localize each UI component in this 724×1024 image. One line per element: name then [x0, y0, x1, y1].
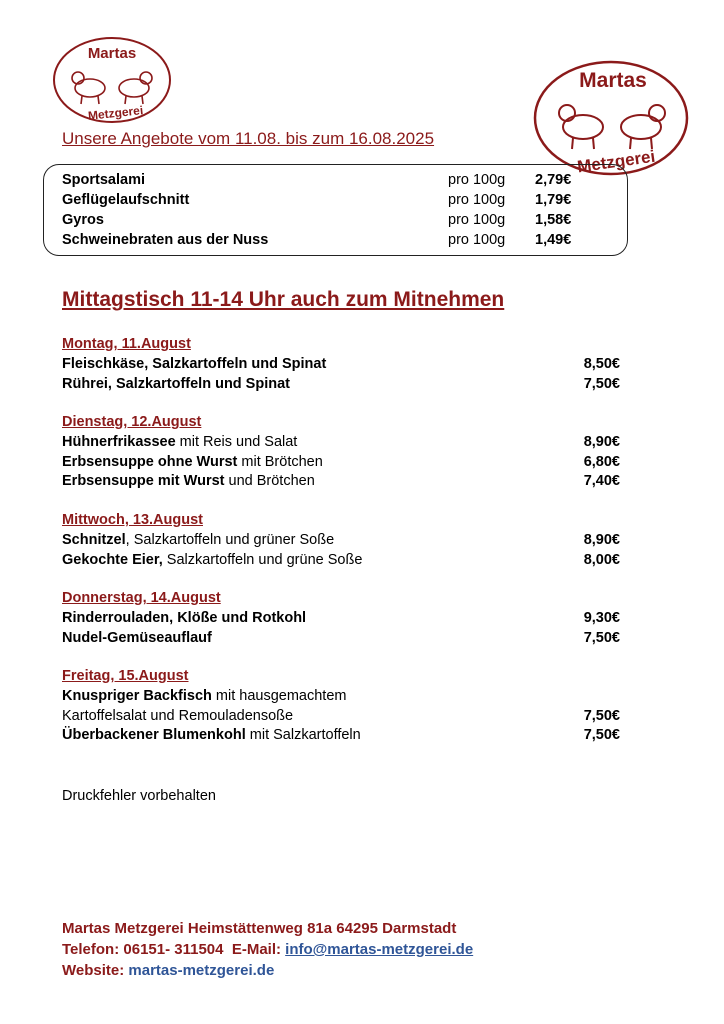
offer-unit: pro 100g [448, 232, 506, 248]
logo-large-line1: Martas [579, 69, 647, 92]
offer-name: Geflügelaufschnitt [62, 192, 190, 208]
menu-item [62, 688, 620, 704]
day-heading: Mittwoch, 13.August [62, 512, 203, 528]
menu-item [62, 708, 620, 724]
offer-unit: pro 100g [448, 192, 506, 208]
menu-item-name: Fleischkäse, Salzkartoffeln und Spinat [62, 356, 327, 372]
day-heading: Donnerstag, 14.August [62, 590, 221, 606]
footer-phone: Telefon: 06151- 311504 E-Mail: [62, 941, 286, 958]
menu-item-detail: und Brötchen [224, 473, 315, 489]
menu-item-price: 8,00€ [583, 551, 620, 568]
menu-item [62, 473, 620, 489]
menu-item-price: 7,40€ [583, 473, 620, 489]
menu-item-name: Nudel-Gemüseauflauf [62, 629, 212, 646]
menu-item-detail: mit Reis und Salat [175, 434, 298, 450]
menu-item-detail: mit hausgemachtem [211, 688, 347, 704]
offer-price: 1,58€ [535, 212, 572, 228]
menu-item [62, 552, 620, 568]
offer-price: 1,79€ [535, 192, 572, 208]
footer-website [62, 962, 274, 979]
menu-item-price: 7,50€ [583, 727, 620, 743]
footer-contact [62, 941, 473, 958]
day-heading: Dienstag, 12.August [62, 414, 202, 430]
offer-name: Schweinebraten aus der Nuss [62, 232, 269, 248]
menu-item-detail: mit Brötchen [237, 453, 323, 470]
menu-item-price: 9,30€ [583, 610, 620, 626]
offer-unit: pro 100g [448, 172, 506, 188]
menu-item-name: Überbackener Blumenkohl [62, 727, 246, 743]
menu-item-name: Schnitzel [62, 532, 126, 548]
menu-item-name: Gekochte Eier, [62, 551, 163, 568]
lunch-title: Mittagstisch 11-14 Uhr auch zum Mitnehmen [62, 288, 505, 311]
day-heading: Freitag, 15.August [62, 668, 189, 684]
menu-item [62, 727, 620, 743]
offer-unit: pro 100g [448, 212, 506, 228]
menu-item-name: Rinderrouladen, Klöße und Rotkohl [62, 610, 307, 626]
menu-item-name: Hühnerfrikassee [62, 434, 176, 450]
menu-item [62, 356, 620, 372]
menu-item-name: Knuspriger Backfisch [62, 688, 212, 704]
menu-item-name: Erbsensuppe mit Wurst [62, 473, 225, 489]
menu-item [62, 532, 620, 548]
menu-item [62, 454, 620, 470]
logo-small-line2: Metzgerei [87, 103, 144, 123]
menu-item-price: 7,50€ [583, 629, 620, 646]
website-label: Website: [62, 962, 129, 979]
menu-item-price: 8,90€ [583, 434, 620, 450]
menu-item-detail: Kartoffelsalat und Remouladensoße [62, 707, 294, 724]
menu-item [62, 630, 620, 646]
email-link[interactable]: info@martas-metzgerei.de [285, 941, 474, 958]
footer-address: Martas Metzgerei Heimstättenweg 81a 64295 Darmstadt [62, 920, 457, 937]
offer-price: 1,49€ [535, 232, 572, 248]
offers-title: Unsere Angebote vom 11.08. bis zum 16.08.2025 [62, 129, 435, 148]
offer-price: 2,79€ [535, 172, 572, 188]
offer-name: Gyros [62, 212, 104, 228]
menu-item-price: 8,90€ [583, 532, 620, 548]
logo-small-line1: Martas [87, 45, 137, 62]
menu-item-detail: , Salzkartoffeln und grüner Soße [125, 532, 335, 548]
menu-item-name: Rührei, Salzkartoffeln und Spinat [62, 375, 290, 392]
menu-item-price: 7,50€ [583, 375, 620, 392]
menu-item [62, 610, 620, 626]
menu-item-detail: Salzkartoffeln und grüne Soße [162, 551, 363, 568]
menu-item-price: 6,80€ [583, 453, 620, 470]
logo-small [50, 34, 174, 126]
disclaimer-note: Druckfehler vorbehalten [62, 788, 216, 804]
website-link[interactable]: martas-metzgerei.de [128, 962, 275, 979]
offer-name: Sportsalami [62, 172, 145, 188]
menu-item-price: 8,50€ [583, 356, 620, 372]
logo-large-line2: Metzgerei [576, 146, 657, 177]
menu-item [62, 376, 620, 392]
logo-large [531, 55, 691, 181]
menu-item-name: Erbsensuppe ohne Wurst [62, 453, 238, 470]
menu-item [62, 434, 620, 450]
menu-item-detail: mit Salzkartoffeln [245, 727, 361, 743]
menu-item-price: 7,50€ [583, 707, 620, 724]
day-heading: Montag, 11.August [62, 336, 191, 352]
